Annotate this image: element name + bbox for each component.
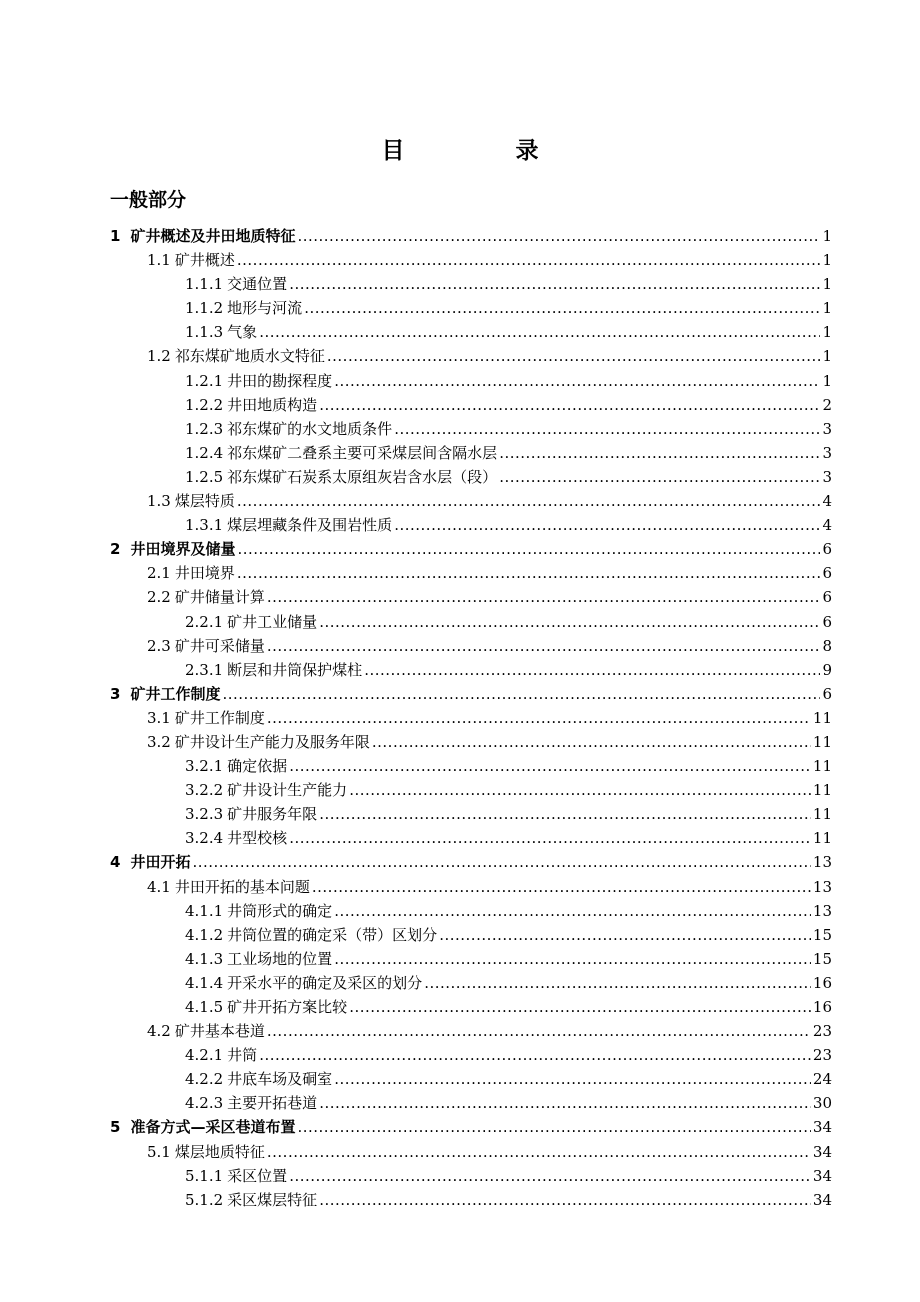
toc-entry-label: 祁东煤矿的水文地质条件 [227, 419, 393, 438]
toc-entry-label: 井田地质构造 [227, 395, 318, 414]
toc-entry-page-number: 1 [822, 227, 832, 245]
toc-entry[interactable] [0, 778, 920, 802]
toc-entry[interactable] [0, 1067, 920, 1091]
toc-dot-leader [334, 947, 811, 971]
toc-entry-number: 3.2.4 [185, 829, 224, 848]
toc-entry[interactable] [0, 224, 920, 248]
toc-dot-leader [237, 489, 821, 513]
toc-entry[interactable] [0, 369, 920, 393]
toc-entry-number: 4.1.5 [185, 998, 224, 1016]
toc-entry-label: 矿井设计生产能力及服务年限 [174, 732, 370, 751]
toc-entry-label: 矿井概述及井田地质特征 [130, 227, 296, 245]
toc-entry-label: 确定依据 [227, 757, 288, 776]
toc-dot-leader [439, 923, 811, 947]
toc-entry-label: 井田开拓的基本问题 [174, 877, 310, 896]
toc-entry-page-number: 1 [822, 299, 832, 318]
toc-entry[interactable] [0, 899, 920, 923]
toc-dot-leader [267, 706, 811, 730]
toc-entry-label: 矿井工作制度 [130, 684, 221, 703]
toc-entry-page-number: 6 [822, 684, 832, 703]
toc-entry[interactable] [0, 682, 920, 706]
toc-dot-leader [267, 1140, 811, 1164]
toc-entry-label: 井底车场及硐室 [227, 1070, 333, 1089]
toc-dot-leader [372, 730, 811, 754]
toc-dot-leader [319, 802, 811, 826]
toc-entry[interactable] [0, 634, 920, 658]
toc-entry[interactable] [0, 850, 920, 874]
toc-entry-page-number: 3 [822, 443, 832, 462]
toc-entry-number: 1.2.3 [185, 419, 224, 438]
toc-entry[interactable] [0, 513, 920, 537]
toc-entry[interactable] [0, 465, 920, 489]
toc-entry-page-number: 6 [822, 540, 832, 559]
toc-entry-label: 矿井开拓方案比较 [227, 998, 348, 1016]
toc-entry-label: 矿井工作制度 [174, 708, 265, 727]
toc-entry-number: 2.3 [147, 636, 171, 655]
toc-dot-leader [289, 754, 811, 778]
toc-dot-leader [304, 296, 820, 320]
table-of-contents [0, 224, 920, 1212]
toc-dot-leader [267, 634, 821, 658]
toc-entry-number: 2.3.1 [185, 660, 224, 679]
toc-entry-page-number: 6 [822, 588, 832, 607]
toc-entry-page-number: 34 [812, 1118, 832, 1137]
toc-entry[interactable] [0, 320, 920, 344]
toc-entry-number: 4.2.1 [185, 1046, 224, 1065]
toc-dot-leader [259, 1043, 811, 1067]
toc-entry-label: 气象 [227, 323, 258, 342]
toc-entry-number: 2.1 [147, 564, 171, 583]
toc-entry[interactable] [0, 971, 920, 995]
toc-entry-number: 1.2.5 [185, 467, 224, 486]
toc-entry-page-number: 1 [822, 347, 832, 366]
toc-dot-leader [334, 1067, 811, 1091]
toc-entry-number: 5.1 [147, 1142, 171, 1161]
toc-entry[interactable] [0, 826, 920, 850]
toc-dot-leader [424, 971, 811, 995]
toc-entry-page-number: 3 [822, 419, 832, 438]
toc-entry-label: 煤层特质 [174, 492, 235, 511]
toc-dot-leader [267, 585, 821, 609]
toc-entry[interactable] [0, 1043, 920, 1067]
toc-entry-number: 1.1 [147, 251, 171, 270]
toc-entry-page-number: 1 [822, 251, 832, 270]
toc-dot-leader [237, 561, 821, 585]
toc-dot-leader [499, 441, 820, 465]
toc-dot-leader [327, 344, 821, 368]
toc-dot-leader [312, 875, 811, 899]
toc-entry-label: 矿井储量计算 [174, 588, 265, 607]
toc-entry[interactable] [0, 658, 920, 682]
toc-entry-number: 1.2.1 [185, 371, 224, 390]
toc-entry-number: 2.2 [147, 588, 171, 607]
toc-dot-leader [334, 899, 811, 923]
toc-entry-label: 井田境界及储量 [130, 540, 236, 559]
toc-dot-leader [289, 826, 811, 850]
toc-entry-label: 采区煤层特征 [227, 1190, 318, 1209]
toc-entry-label: 交通位置 [227, 275, 288, 294]
toc-dot-leader [192, 850, 810, 874]
toc-entry-label: 矿井概述 [174, 251, 235, 270]
toc-entry-label: 井田开拓 [130, 853, 191, 872]
toc-dot-leader [319, 393, 820, 417]
page-title: 目 录 [381, 138, 583, 164]
section-heading: 一般部分 [110, 189, 187, 211]
toc-entry-page-number: 24 [812, 1070, 832, 1089]
toc-entry[interactable] [0, 537, 920, 561]
toc-entry-number: 4 [110, 853, 121, 872]
toc-entry[interactable] [0, 754, 920, 778]
toc-entry-number: 4.1.2 [185, 925, 224, 944]
toc-entry[interactable] [0, 585, 920, 609]
toc-entry-label: 准备方式—采区巷道布置 [130, 1118, 296, 1137]
toc-entry-page-number: 2 [822, 395, 832, 414]
toc-entry-label: 祁东煤矿石炭系太原组灰岩含水层（段） [227, 467, 498, 486]
toc-entry[interactable] [0, 875, 920, 899]
toc-entry-page-number: 13 [812, 877, 832, 896]
toc-entry-page-number: 13 [812, 853, 832, 872]
toc-entry-number: 3.1 [147, 708, 171, 727]
toc-entry[interactable] [0, 296, 920, 320]
toc-dot-leader [319, 1091, 811, 1115]
toc-entry-page-number: 11 [812, 757, 832, 776]
toc-entry[interactable] [0, 1140, 920, 1164]
toc-entry-page-number: 4 [822, 516, 832, 535]
toc-entry-label: 井田境界 [174, 564, 235, 583]
toc-entry-label: 祁东煤矿二叠系主要可采煤层间含隔水层 [227, 443, 498, 462]
toc-entry-label: 矿井工业储量 [227, 612, 318, 631]
toc-entry-page-number: 1 [822, 323, 832, 342]
toc-entry-label: 矿井设计生产能力 [227, 781, 348, 800]
toc-dot-leader [334, 369, 820, 393]
toc-entry-number: 1.2.4 [185, 443, 224, 462]
toc-entry[interactable] [0, 561, 920, 585]
toc-entry-label: 地形与河流 [227, 299, 303, 318]
toc-entry[interactable] [0, 730, 920, 754]
toc-entry[interactable] [0, 1019, 920, 1043]
toc-dot-leader [319, 1188, 811, 1212]
toc-entry-number: 4.2 [147, 1022, 171, 1041]
toc-entry-number: 1.2.2 [185, 395, 224, 414]
toc-entry-label: 井田的勘探程度 [227, 371, 333, 390]
toc-entry[interactable] [0, 1164, 920, 1188]
toc-entry[interactable] [0, 802, 920, 826]
toc-entry-page-number: 23 [812, 1046, 832, 1065]
toc-entry-label: 煤层埋藏条件及围岩性质 [227, 516, 393, 535]
toc-entry-page-number: 4 [822, 492, 832, 511]
toc-entry[interactable] [0, 344, 920, 368]
toc-entry-page-number: 6 [822, 564, 832, 583]
toc-entry-label: 采区位置 [227, 1166, 288, 1185]
toc-dot-leader [349, 995, 811, 1019]
toc-entry-label: 主要开拓巷道 [227, 1094, 318, 1113]
toc-entry-page-number: 13 [812, 901, 832, 920]
toc-entry[interactable] [0, 417, 920, 441]
toc-entry-page-number: 23 [812, 1022, 832, 1041]
toc-entry-page-number: 16 [812, 973, 832, 992]
toc-dot-leader [237, 248, 821, 272]
toc-entry[interactable] [0, 947, 920, 971]
toc-entry-page-number: 11 [812, 732, 832, 751]
toc-entry-number: 1.3 [147, 492, 171, 511]
toc-entry-number: 1.1.1 [185, 275, 224, 294]
toc-entry-page-number: 15 [812, 925, 832, 944]
toc-entry-number: 4.2.3 [185, 1094, 224, 1113]
toc-entry-page-number: 16 [812, 998, 832, 1016]
toc-entry-page-number: 30 [812, 1094, 832, 1113]
toc-entry-page-number: 34 [812, 1142, 832, 1161]
toc-entry-number: 1.1.2 [185, 299, 224, 318]
toc-entry[interactable] [0, 393, 920, 417]
toc-entry-label: 矿井服务年限 [227, 805, 318, 824]
toc-dot-leader [364, 658, 820, 682]
toc-entry-number: 1 [110, 227, 121, 245]
toc-entry-label: 井筒 [227, 1046, 258, 1065]
toc-entry-number: 3 [110, 684, 121, 703]
toc-entry-page-number: 34 [812, 1190, 832, 1209]
toc-entry-number: 1.3.1 [185, 516, 224, 535]
toc-entry[interactable] [0, 248, 920, 272]
toc-entry-page-number: 8 [822, 636, 832, 655]
toc-entry[interactable] [0, 706, 920, 730]
toc-entry-number: 3.2.2 [185, 781, 224, 800]
toc-entry-page-number: 1 [822, 275, 832, 294]
toc-entry-page-number: 34 [812, 1166, 832, 1185]
toc-entry-number: 2 [110, 540, 121, 559]
toc-entry-page-number: 3 [822, 467, 832, 486]
toc-entry-page-number: 11 [812, 805, 832, 824]
toc-entry-page-number: 15 [812, 949, 832, 968]
toc-entry-number: 3.2 [147, 732, 171, 751]
toc-entry[interactable] [0, 995, 920, 1019]
toc-entry-number: 4.1 [147, 877, 171, 896]
toc-dot-leader [222, 682, 820, 706]
toc-dot-leader [267, 1019, 811, 1043]
toc-entry-page-number: 11 [812, 708, 832, 727]
toc-entry-number: 4.1.3 [185, 949, 224, 968]
toc-dot-leader [237, 537, 820, 561]
toc-entry[interactable] [0, 1115, 920, 1139]
toc-entry-page-number: 6 [822, 612, 832, 631]
toc-entry-page-number: 11 [812, 829, 832, 848]
toc-entry[interactable] [0, 272, 920, 296]
toc-entry-page-number: 1 [822, 371, 832, 390]
toc-entry-number: 3.2.3 [185, 805, 224, 824]
toc-entry-label: 煤层地质特征 [174, 1142, 265, 1161]
toc-entry-label: 开采水平的确定及采区的划分 [227, 973, 423, 992]
toc-dot-leader [394, 417, 820, 441]
toc-entry-label: 井筒位置的确定采（带）区划分 [227, 925, 438, 944]
toc-dot-leader [259, 320, 820, 344]
toc-entry-page-number: 11 [812, 781, 832, 800]
toc-dot-leader [297, 224, 820, 248]
toc-entry[interactable] [0, 1091, 920, 1115]
toc-entry-label: 矿井基本巷道 [174, 1022, 265, 1041]
toc-dot-leader [289, 1164, 811, 1188]
toc-entry-label: 井型校核 [227, 829, 288, 848]
toc-entry-number: 3.2.1 [185, 757, 224, 776]
toc-entry-number: 4.1.4 [185, 973, 224, 992]
toc-entry-number: 4.1.1 [185, 901, 224, 920]
toc-entry[interactable] [0, 610, 920, 634]
toc-entry-label: 矿井可采储量 [174, 636, 265, 655]
toc-dot-leader [297, 1115, 810, 1139]
toc-entry-number: 5.1.2 [185, 1190, 224, 1209]
toc-entry[interactable] [0, 441, 920, 465]
toc-entry-number: 1.2 [147, 347, 171, 366]
toc-entry-number: 5.1.1 [185, 1166, 224, 1185]
toc-entry-page-number: 9 [822, 660, 832, 679]
toc-entry[interactable] [0, 489, 920, 513]
toc-dot-leader [499, 465, 820, 489]
toc-dot-leader [319, 610, 820, 634]
toc-entry-number: 5 [110, 1118, 121, 1137]
toc-dot-leader [349, 778, 811, 802]
toc-entry-number: 1.1.3 [185, 323, 224, 342]
toc-entry[interactable] [0, 1188, 920, 1212]
toc-entry-number: 2.2.1 [185, 612, 224, 631]
toc-dot-leader [289, 272, 820, 296]
toc-entry-number: 4.2.2 [185, 1070, 224, 1089]
toc-entry-label: 祁东煤矿地质水文特征 [174, 347, 325, 366]
toc-dot-leader [394, 513, 820, 537]
toc-entry-label: 井筒形式的确定 [227, 901, 333, 920]
toc-entry-label: 工业场地的位置 [227, 949, 333, 968]
toc-entry[interactable] [0, 923, 920, 947]
toc-entry-label: 断层和井筒保护煤柱 [227, 660, 363, 679]
